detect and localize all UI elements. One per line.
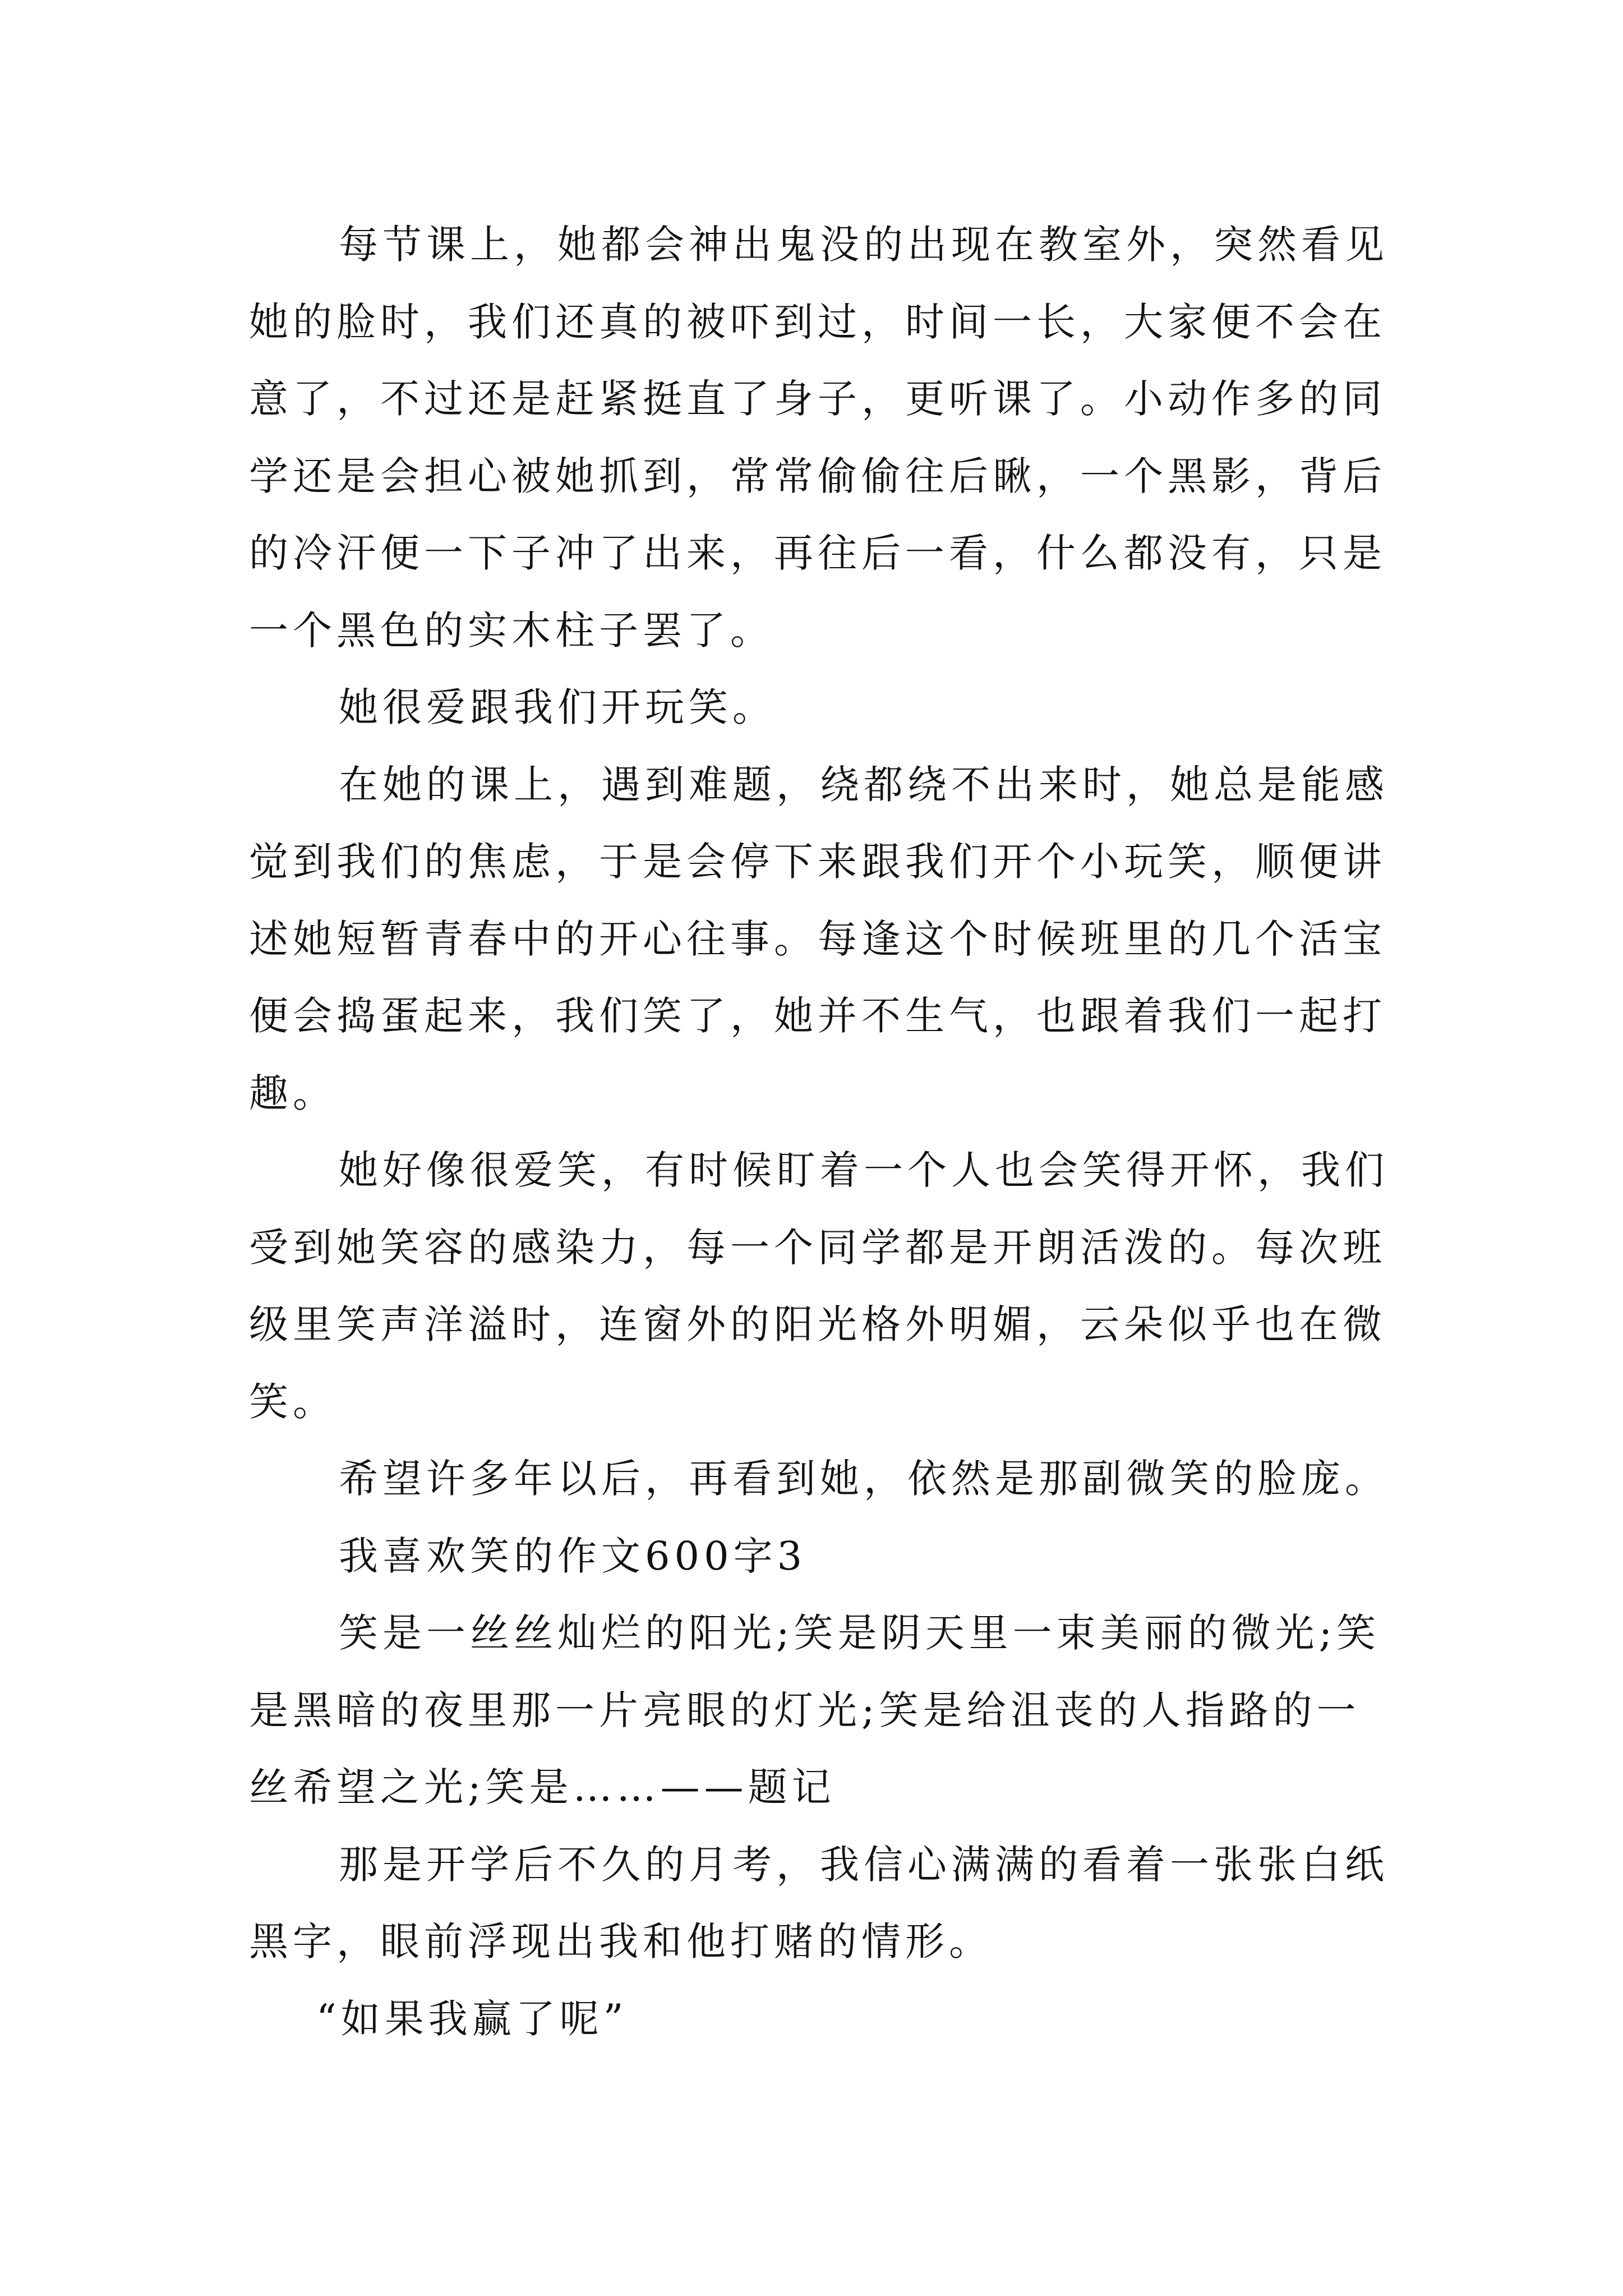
text-line: 学还是会担心被她抓到，常常偷偷往后瞅，一个黑影，背后 [249, 453, 1386, 499]
text-line: 便会捣蛋起来，我们笑了，她并不生气，也跟着我们一起打 [249, 993, 1386, 1039]
body-text [249, 206, 1399, 2058]
text-line: 笑。 [249, 1378, 336, 1425]
section-heading: 我喜欢笑的作文600字3 [339, 1533, 807, 1579]
text-line: 意了，不过还是赶紧挺直了身子，更听课了。小动作多的同 [249, 376, 1386, 422]
text-line: 丝希望之光;笑是……——题记 [249, 1764, 836, 1810]
text-line: 黑字，眼前浮现出我和他打赌的情形。 [249, 1918, 993, 1964]
text-line: 希望许多年以后，再看到她，依然是那副微笑的脸庞。 [339, 1456, 1389, 1502]
text-line: 述她短暂青春中的开心往事。每逢这个时候班里的几个活宝 [249, 915, 1386, 962]
text-line: 她的脸时，我们还真的被吓到过，时间一长，大家便不会在 [249, 298, 1386, 345]
text-line: 受到她笑容的感染力，每一个同学都是开朗活泼的。每次班 [249, 1224, 1386, 1271]
text-line: 在她的课上，遇到难题，绕都绕不出来时，她总是能感 [339, 761, 1389, 808]
text-line: 一个黑色的实木柱子罢了。 [249, 607, 774, 654]
text-line: 是黑暗的夜里那一片亮眼的灯光;笑是给沮丧的人指路的一 [249, 1687, 1361, 1733]
text-line: 每节课上，她都会神出鬼没的出现在教室外，突然看见 [339, 222, 1389, 268]
text-line: 的冷汗便一下子冲了出来，再往后一看，什么都没有，只是 [249, 530, 1386, 576]
text-line: 级里笑声洋溢时，连窗外的阳光格外明媚，云朵似乎也在微 [249, 1301, 1386, 1347]
text-line: 那是开学后不久的月考，我信心满满的看着一张张白纸 [339, 1841, 1389, 1888]
text-line: 她很爱跟我们开玩笑。 [339, 684, 776, 730]
text-line: 笑是一丝丝灿烂的阳光;笑是阴天里一束美丽的微光;笑 [339, 1610, 1381, 1656]
text-line: “如果我赢了呢” [316, 1995, 628, 2042]
text-line: 觉到我们的焦虑，于是会停下来跟我们开个小玩笑，顺便讲 [249, 839, 1386, 885]
text-line: 趣。 [249, 1070, 336, 1116]
text-line: 她好像很爱笑，有时候盯着一个人也会笑得开怀，我们 [339, 1147, 1389, 1193]
